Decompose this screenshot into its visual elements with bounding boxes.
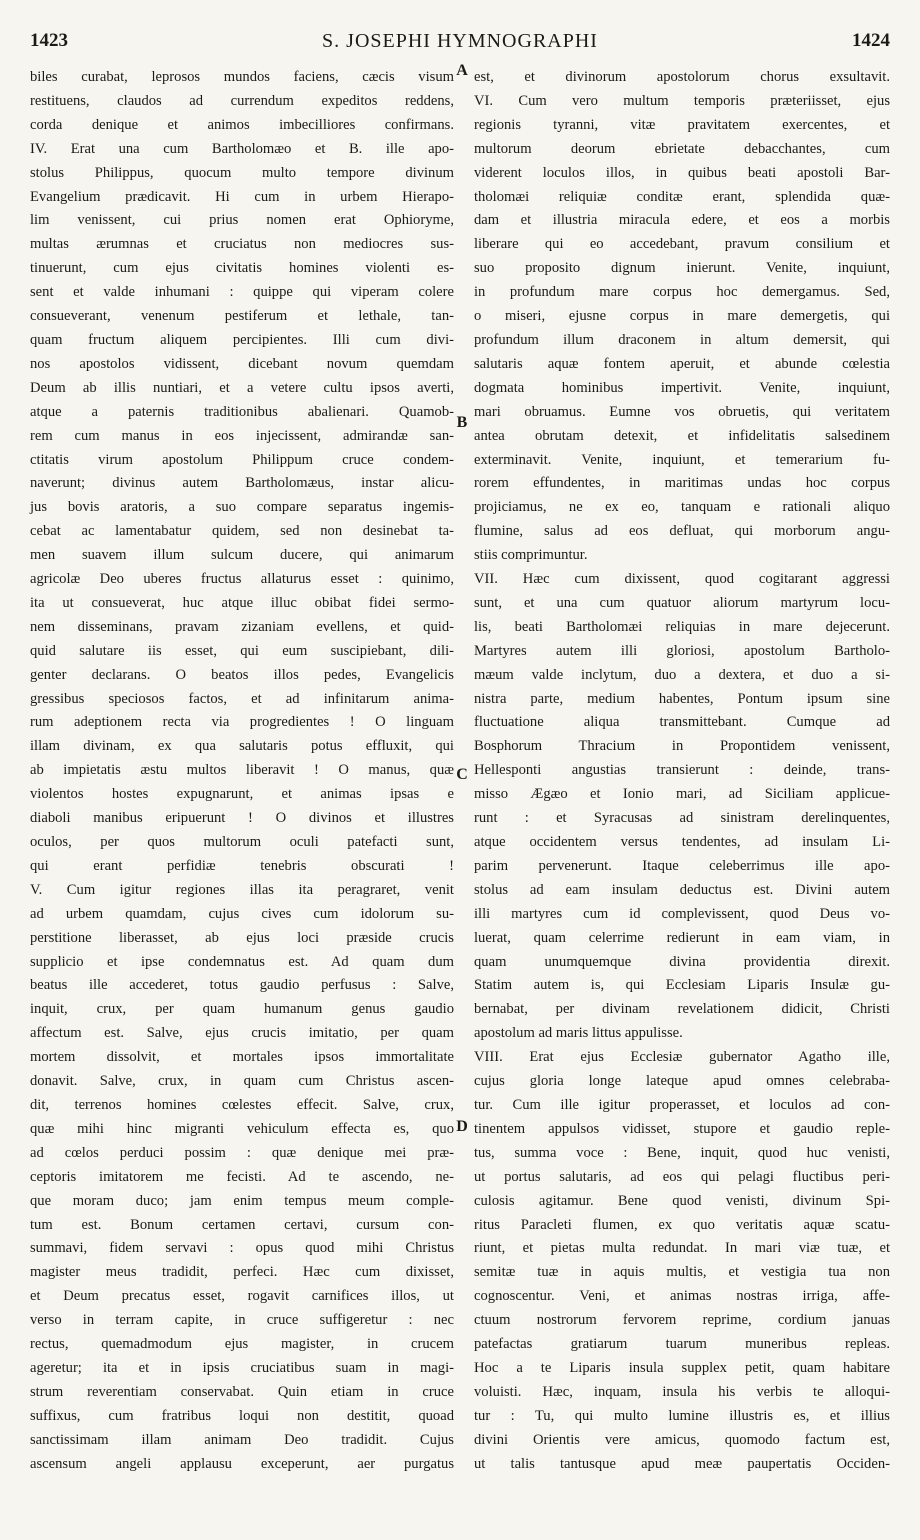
text-line: o miseri, ejusne corpus in mare demergetis, qui xyxy=(474,308,890,325)
text-line: qui erant perfidiæ tenebris obscurati ! xyxy=(30,857,454,874)
text-line: perstitione liberasset, ab ejus loci præside crucis xyxy=(30,929,454,946)
text-line: agricolæ Deo uberes fructus allaturus esset : quinimo, xyxy=(30,571,454,588)
text-line: rum adeptionem recta via progredientes ! O linguam xyxy=(30,714,454,731)
text-line: quam unumquemque divina providentia direxit. xyxy=(474,953,890,970)
text-line: exterminavit. Venite, inquiunt, et temerarium fu- xyxy=(474,451,890,468)
text-line: gressibus speciosos factos, et ad infinitarum anima- xyxy=(30,690,454,707)
text-line: ctitatis virum apostolum Philippum cruce condem- xyxy=(30,451,454,468)
text-line: restituens, claudos ad currendum expeditos reddens, xyxy=(30,92,454,109)
text-line: quid salutare iis esset, qui eum suscipiebant, dili- xyxy=(30,642,454,659)
text-line: riunt, et pietas multa redundat. In mari viæ tuæ, et xyxy=(474,1240,890,1257)
text-line: est, et divinorum apostolorum chorus exsultavit. xyxy=(474,69,890,85)
text-line: profundum illum draconem in altum demersit, qui xyxy=(474,331,890,348)
text-line: rorem effundentes, in maritimas undas hoc corpus xyxy=(474,475,890,492)
text-line: culosis agitamur. Bene quod venisti, divinum Spi- xyxy=(474,1192,890,1209)
running-title: S. JOSEPHI HYMNOGRAPHI xyxy=(322,30,598,52)
text-line: projiciamus, ne ex eo, tanquam e rationali aliquo xyxy=(474,499,890,516)
text-line: IV. Erat una cum Bartholomæo et B. ille apo- xyxy=(30,140,454,157)
text-line: lim venissent, cui prius nomen erat Ophioryme, xyxy=(30,212,454,229)
text-line: lis, beati Bartholomæi reliquias in mare dejecerunt. xyxy=(474,618,890,635)
text-line: Bosphorum Thracium in Propontidem venissent, xyxy=(474,738,890,755)
text-line: ritus Paracleti flumen, ex quo veritatis aquæ scatu- xyxy=(474,1216,890,1233)
text-line: atque a paternis traditionibus abalienari. Quamob- xyxy=(30,403,454,420)
page-number-left: 1423 xyxy=(30,30,68,51)
text-line: ad urbem quamdam, cujus cives cum idolorum su- xyxy=(30,905,454,922)
text-line: verso in terram capite, in cruce suffigeretur : nec xyxy=(30,1312,454,1329)
text-line: tus, summa voce : Bene, inquit, quod huc venisti, xyxy=(474,1144,890,1161)
text-line: ceptoris imitatorem me fecisti. Ad te ascendo, ne- xyxy=(30,1168,454,1185)
text-line: suffixus, cum fratribus loqui non destitit, quoad xyxy=(30,1407,454,1424)
text-line: donavit. Salve, crux, in quam cum Christus ascen- xyxy=(30,1073,454,1090)
text-line: VIII. Erat ejus Ecclesiæ gubernator Agatho ille, xyxy=(474,1049,890,1066)
text-line: affectum est. Salve, ejus crucis imitatio, per quam xyxy=(30,1025,454,1042)
text-line: rem cum manus in eos injecissent, admirandæ san- xyxy=(30,427,454,444)
margin-letter-d: D xyxy=(456,1118,468,1135)
text-line: jus bovis aratoris, a suo compare separatus ingemis- xyxy=(30,499,454,516)
text-line: suo proposito dignum inierunt. Venite, inquiunt, xyxy=(474,260,890,277)
text-line: multas ærumnas et cruciatus non mediocres sus- xyxy=(30,236,454,253)
text-line: stolus Philippus, quocum multo tempore divinum xyxy=(30,164,454,181)
text-line: bernabat, per divinam revelationem didicit, Christi xyxy=(474,1001,890,1018)
margin-letter-b: B xyxy=(456,414,468,431)
text-line: flumine, salus ad eos defluat, qui morborum angu- xyxy=(474,523,890,540)
text-line: ab impietatis æstu multos liberavit ! O manus, quæ xyxy=(30,762,454,779)
text-line: oculos, per quos multorum oculi patefacti sunt, xyxy=(30,834,454,850)
right-column xyxy=(474,66,890,1476)
text-line: viderent loculos illos, in quibus beati apostoli Bar- xyxy=(474,164,890,181)
text-line: ctuum nostrorum fervorem reprime, cordium januas xyxy=(474,1312,890,1329)
text-line: nem disseminans, pravam zizaniam evellens, et quid- xyxy=(30,618,454,635)
text-line: rectus, quemadmodum ejus magister, in crucem xyxy=(30,1336,454,1353)
text-line: misso Ægæo et Ionio mari, ad Siciliam applicue- xyxy=(474,786,890,803)
text-line: VI. Cum vero multum temporis præteriisset, ejus xyxy=(474,92,890,109)
text-line: summavi, fidem servavi : opus quod mihi Christus xyxy=(30,1240,454,1257)
text-line: VII. Hæc cum dixissent, quod cogitarant aggressi xyxy=(474,571,890,588)
text-line: strum reverentiam conservabat. Quin etiam in cruce xyxy=(30,1383,454,1400)
text-line: dam et illustria miracula edere, et eos a morbis xyxy=(474,212,890,229)
text-line: men suavem illum sulcum ducere, qui animarum xyxy=(30,547,454,564)
text-line: cujus gloria longe lateque apud omnes celebraba- xyxy=(474,1073,890,1090)
page-number-right: 1424 xyxy=(852,30,890,51)
text-line: quam fructum aliquem percipientes. Illi cum divi- xyxy=(30,331,454,348)
text-line: cognoscentur. Veni, et animas nostras irriga, affe- xyxy=(474,1288,890,1305)
text-line: ita ut consueverat, huc atque illuc obibat fidei sermo- xyxy=(30,594,454,611)
text-line: parim pervenerunt. Itaque celeberrimus ille apo- xyxy=(474,857,890,874)
text-line: runt : et Syracusas ad sinistram derelinquentes, xyxy=(474,810,890,827)
text-line: nos apostolos vidissent, dicebant novum quemdam xyxy=(30,355,454,372)
text-line: inquit, crux, per quam humanum genus gaudio xyxy=(30,1001,454,1018)
text-line: et Deum precatus esset, rogavit carnifices illos, ut xyxy=(30,1288,454,1305)
text-line: magister meus tradidit, perfeci. Hæc cum dixisset, xyxy=(30,1264,454,1281)
text-line: corda denique et animos imbecilliores confirmans. xyxy=(30,116,454,133)
left-column xyxy=(30,66,454,1476)
text-line: salutaris aquæ fontem aperuit, et abunde cœlestia xyxy=(474,355,890,372)
text-line: sanctissimam illam animam Deo tradidit. Cujus xyxy=(30,1431,454,1448)
text-line: liberare qui eo accedebant, pravum consilium et xyxy=(474,236,890,253)
text-line: Martyres autem illi gloriosi, apostolum Bartholo- xyxy=(474,642,890,659)
text-line: ad cœlos perduci possim : quæ denique mei præ- xyxy=(30,1144,454,1161)
text-line: diaboli manibus eripuerunt ! O divinos et illustres xyxy=(30,810,454,827)
text-line: antea obrutam detexit, et infidelitatis salsedinem xyxy=(474,427,890,444)
running-header xyxy=(30,30,890,58)
text-line: stiis comprimuntur. xyxy=(474,547,588,564)
text-line: mortem dissolvit, et mortales ipsos immortalitate xyxy=(30,1049,454,1066)
text-line: stolus ad eam insulam deductus est. Divini autem xyxy=(474,881,890,898)
text-line: tinentem appulsos vidisset, stupore et gaudio reple- xyxy=(474,1120,890,1137)
margin-letter-a: A xyxy=(456,62,468,79)
text-line: luerat, quam celerrime redierunt in eam viam, in xyxy=(474,929,890,946)
text-line: Evangelium prædicavit. Hi cum in urbem Hierapo- xyxy=(30,188,454,205)
text-line: regionis tyranni, vitæ pravitatem exercentes, et xyxy=(474,116,890,133)
text-line: patefactas gratiarum tuarum muneribus repleas. xyxy=(474,1336,890,1353)
text-line: tum est. Bonum certamen certavi, cursum con- xyxy=(30,1216,454,1233)
text-line: biles curabat, leprosos mundos faciens, cæcis visum xyxy=(30,69,454,85)
text-line: semitæ tuæ in aquis multis, et vestigia tua non xyxy=(474,1264,890,1281)
text-line: illam divinam, ex qua salutaris potus effluxit, qui xyxy=(30,738,454,755)
text-line: Hellesponti angustias transierunt : deinde, trans- xyxy=(474,762,890,779)
text-line: que moram duco; jam enim tempus meum comple- xyxy=(30,1192,454,1209)
text-line: consueverant, venenum pestiferum et lethale, tan- xyxy=(30,308,454,325)
text-line: mari obruamus. Eumne vos obruetis, qui veritatem xyxy=(474,403,890,420)
text-line: ascensum angeli applausu exceperunt, aer purgatus xyxy=(30,1455,454,1472)
text-line: ut talis tantusque apud meæ paupertatis Occiden- xyxy=(474,1455,890,1472)
text-line: sent et valde inhumani : quippe qui viperam colere xyxy=(30,284,454,301)
text-line: beatus ille accederet, totus gaudio perfusus : Salve, xyxy=(30,977,454,994)
text-line: Statim autem is, qui Ecclesiam Liparis Insulæ gu- xyxy=(474,977,890,994)
text-line: divini Orientis vere amicus, quomodo factum est, xyxy=(474,1431,890,1448)
text-line: nistra parte, medium habentes, Pontum ipsum sine xyxy=(474,690,890,707)
text-line: Hoc a te Liparis insula supplex petit, quam habitare xyxy=(474,1359,890,1376)
text-line: supplicio et ipse condemnatus est. Ad quam dum xyxy=(30,953,454,970)
text-line: atque occidentem versus tendentes, ad insulam Li- xyxy=(474,834,890,850)
text-line: multorum deorum ebrietate debacchantes, cum xyxy=(474,140,890,157)
margin-letter-c: C xyxy=(456,766,468,783)
text-line: quæ mihi hinc migranti vehiculum effecta es, quo xyxy=(30,1120,454,1137)
text-line: mæum valde inclytum, duo a dextera, et duo a si- xyxy=(474,666,890,683)
text-line: tinuerunt, cum ejus civitatis homines violenti es- xyxy=(30,260,454,277)
text-line: tholomæi reliquiæ conditæ erant, splendida quæ- xyxy=(474,188,890,205)
text-line: illi martyres cum id complevissent, quod Deus vo- xyxy=(474,905,890,922)
text-line: voluisti. Hæc, inquam, insula his verbis te alloqui- xyxy=(474,1383,890,1400)
text-line: dogmata hominibus impertivit. Venite, inquiunt, xyxy=(474,379,890,396)
text-line: ut portus salutaris, ad eos qui pelagi fluctibus peri- xyxy=(474,1168,890,1185)
text-line: dit, terrenos homines cœlestes effecit. Salve, crux, xyxy=(30,1096,454,1113)
text-line: ageretur; ita et in ipsis cruciatibus suam in magi- xyxy=(30,1359,454,1376)
text-line: in profundum mare corpus hoc demergamus. Sed, xyxy=(474,284,890,301)
text-line: tur : Tu, qui multo lumine illustris es, et illius xyxy=(474,1407,890,1424)
text-line: genter declarans. O beatos illos pedes, Evangelicis xyxy=(30,666,454,683)
text-line: violentos hostes expugnarunt, et animas ipsas e xyxy=(30,786,454,803)
text-line: apostolum ad maris littus appulisse. xyxy=(474,1025,683,1042)
text-line: cebat ac lamentabatur quidem, sed non desinebat ta- xyxy=(30,523,454,540)
text-line: sunt, et una cum quatuor aliorum martyrum locu- xyxy=(474,594,890,611)
text-line: tur. Cum ille igitur properasset, et loculos ad con- xyxy=(474,1096,890,1113)
text-line: V. Cum igitur regiones illas ita peragraret, venit xyxy=(30,881,454,898)
text-line: naverunt; divinus autem Bartholomæus, instar alicu- xyxy=(30,475,454,492)
text-line: Deum ab illis nuntiari, et a vetere cultu ipsos averti, xyxy=(30,379,454,396)
text-line: fluctuatione aliqua transmittebant. Cumque ad xyxy=(474,714,890,731)
